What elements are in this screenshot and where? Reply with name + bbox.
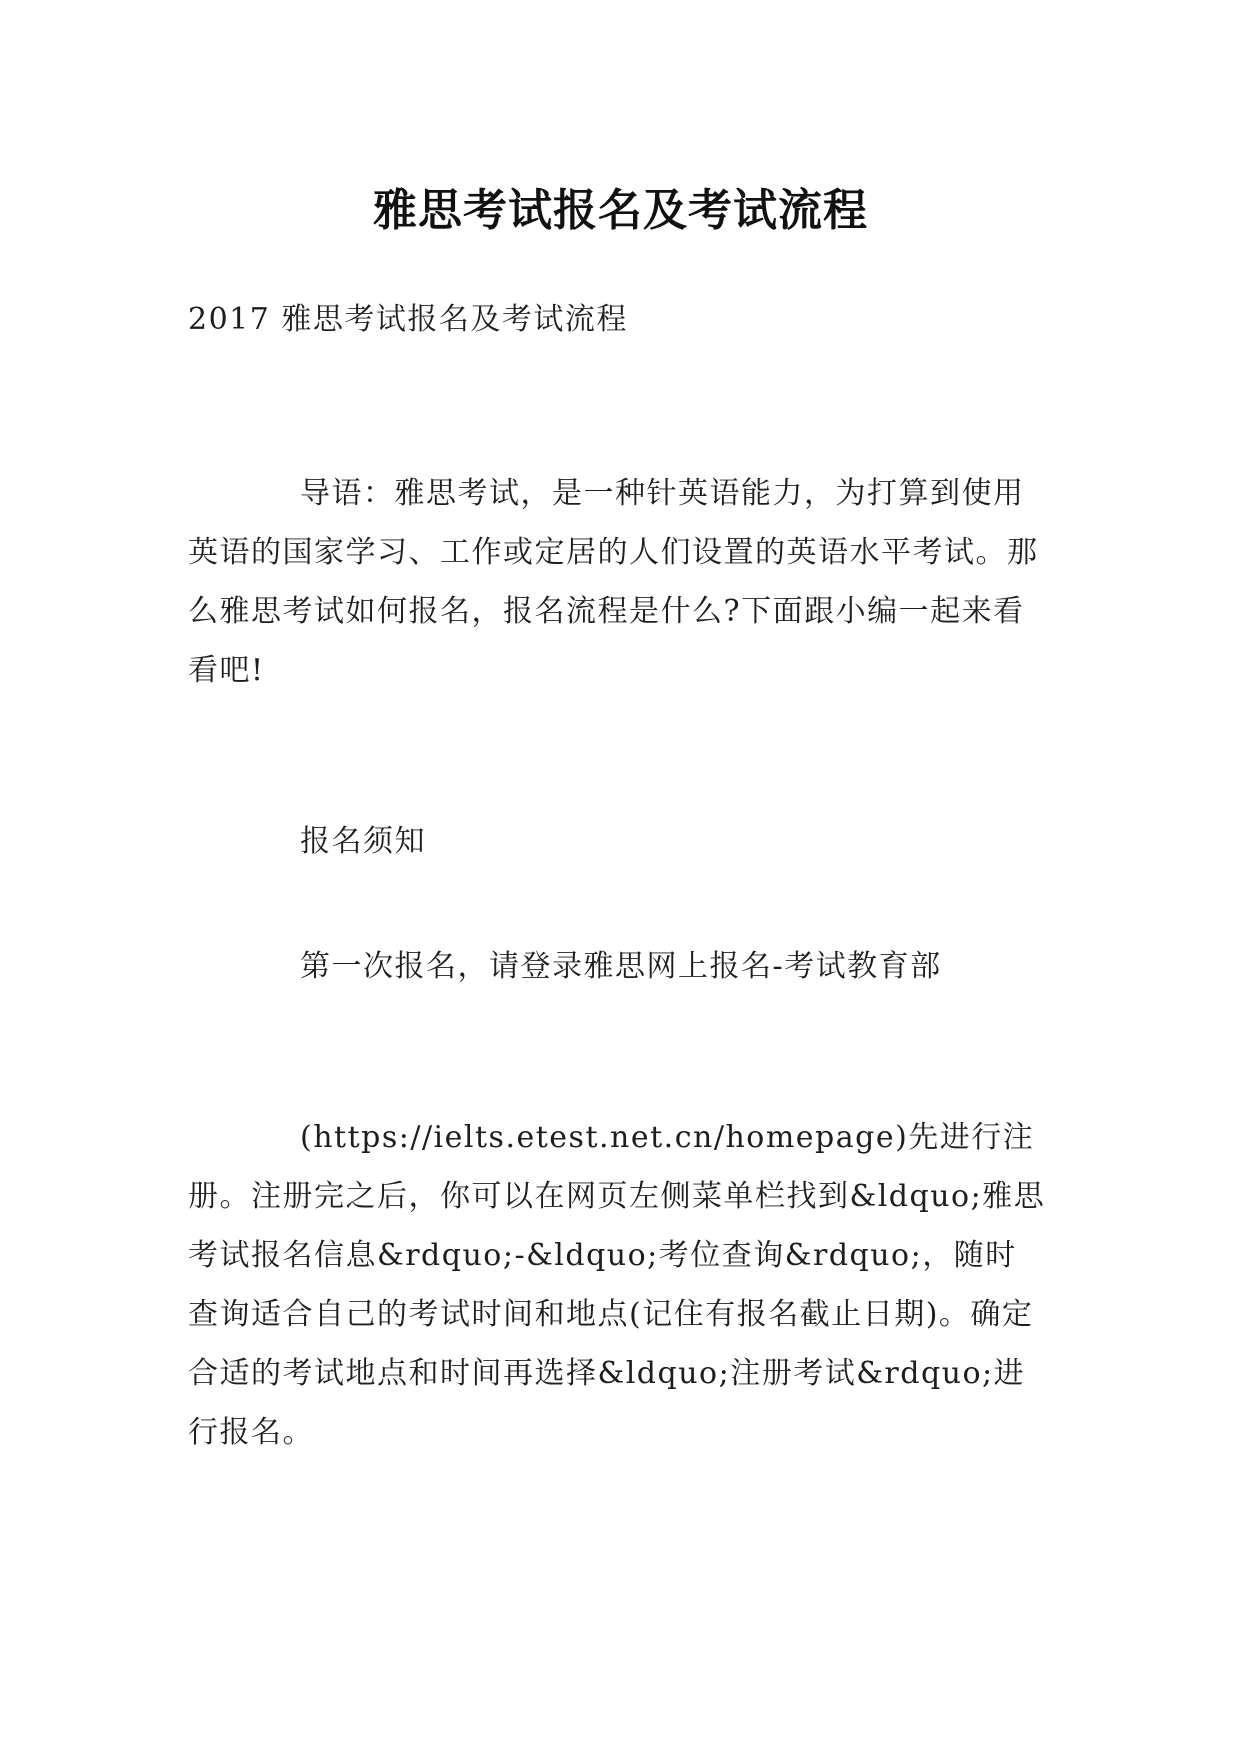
intro-paragraph: 导语：雅思考试，是一种针英语能力，为打算到使用英语的国家学习、工作或定居的人们设置的英语水平考试。那么雅思考试如何报名，报名流程是什么?下面跟小编一起来看看吧! bbox=[188, 476, 1039, 688]
first-registration-line: 第一次报名，请登录雅思网上报名-考试教育部 bbox=[300, 949, 942, 984]
registration-paragraph: (https://ielts.etest.net.cn/homepage)先进行注册。注册完之后，你可以在网页左侧菜单栏找到&ldquo;雅思考试报名信息&rdquo;-&ldquo;考位查询&rdquo;，随时查询适合自己的考试时间和地点(记住有报名截止日期)。确定合适的考试地点和时间再选择&ldquo;注册考试&rdquo;进行报名。 bbox=[188, 1120, 1046, 1450]
document-subtitle: 2017 雅思考试报名及考试流程 bbox=[188, 302, 628, 337]
notice-heading: 报名须知 bbox=[300, 824, 426, 859]
document-title: 雅思考试报名及考试流程 bbox=[373, 185, 868, 237]
